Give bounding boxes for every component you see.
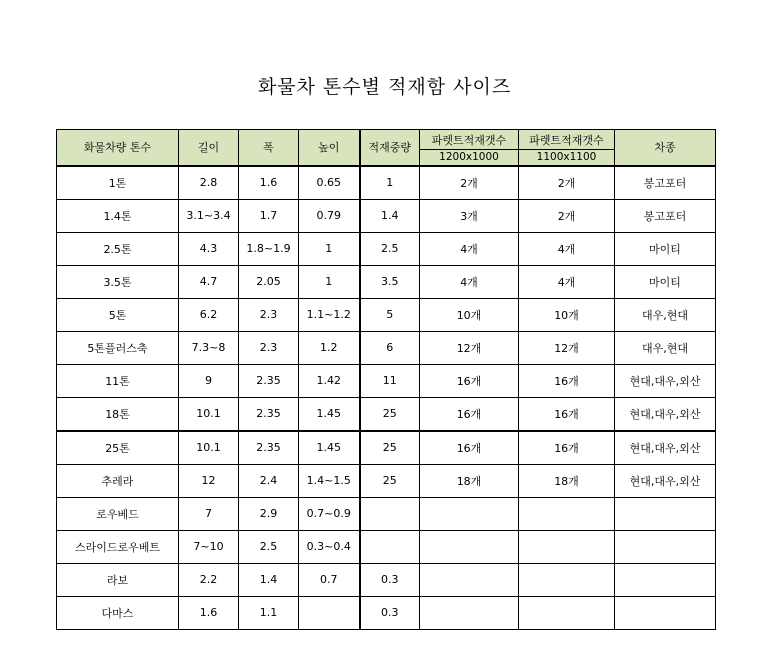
cell-pallet-b: 2개 <box>519 199 615 232</box>
cell-vehicle: 현대,대우,외산 <box>615 364 716 397</box>
truck-size-table <box>56 129 716 630</box>
cell-width: 2.3 <box>239 298 299 331</box>
cell-width: 1.6 <box>239 166 299 200</box>
cell-width: 2.35 <box>239 431 299 465</box>
cell-pallet-b: 10개 <box>519 298 615 331</box>
cell-load <box>360 497 420 530</box>
cell-height: 1.42 <box>299 364 360 397</box>
cell-vehicle <box>615 596 716 629</box>
cell-width: 2.4 <box>239 464 299 497</box>
table-row <box>57 464 716 497</box>
header-height: 높이 <box>299 130 360 166</box>
table-row <box>57 431 716 465</box>
cell-tonnage: 2.5톤 <box>57 232 179 265</box>
cell-pallet-a: 18개 <box>420 464 519 497</box>
cell-pallet-a: 10개 <box>420 298 519 331</box>
table-row <box>57 497 716 530</box>
cell-height: 0.7~0.9 <box>299 497 360 530</box>
cell-length: 7 <box>179 497 239 530</box>
cell-height: 1.1~1.2 <box>299 298 360 331</box>
cell-pallet-b: 12개 <box>519 331 615 364</box>
cell-pallet-a: 2개 <box>420 166 519 200</box>
cell-pallet-b <box>519 563 615 596</box>
cell-vehicle <box>615 497 716 530</box>
cell-width: 1.7 <box>239 199 299 232</box>
cell-tonnage: 18톤 <box>57 397 179 431</box>
cell-pallet-b <box>519 497 615 530</box>
cell-pallet-b <box>519 530 615 563</box>
cell-pallet-a: 16개 <box>420 397 519 431</box>
cell-height: 1.45 <box>299 431 360 465</box>
cell-load: 2.5 <box>360 232 420 265</box>
cell-load: 25 <box>360 464 420 497</box>
cell-length: 3.1~3.4 <box>179 199 239 232</box>
cell-load: 25 <box>360 431 420 465</box>
cell-height: 1.4~1.5 <box>299 464 360 497</box>
cell-load: 11 <box>360 364 420 397</box>
cell-height: 0.79 <box>299 199 360 232</box>
cell-vehicle <box>615 530 716 563</box>
cell-tonnage: 1.4톤 <box>57 199 179 232</box>
cell-height: 0.7 <box>299 563 360 596</box>
cell-pallet-a: 4개 <box>420 265 519 298</box>
cell-vehicle <box>615 563 716 596</box>
cell-load: 25 <box>360 397 420 431</box>
cell-length: 2.8 <box>179 166 239 200</box>
cell-tonnage: 스라이드로우베트 <box>57 530 179 563</box>
cell-length: 12 <box>179 464 239 497</box>
cell-pallet-b: 16개 <box>519 364 615 397</box>
cell-pallet-a: 4개 <box>420 232 519 265</box>
cell-tonnage: 11톤 <box>57 364 179 397</box>
cell-width: 2.3 <box>239 331 299 364</box>
table-row <box>57 596 716 629</box>
cell-tonnage: 1톤 <box>57 166 179 200</box>
header-tonnage: 화물차량 톤수 <box>57 130 179 166</box>
header-vehicle: 차종 <box>615 130 716 166</box>
cell-height: 0.3~0.4 <box>299 530 360 563</box>
cell-load: 3.5 <box>360 265 420 298</box>
cell-pallet-a: 16개 <box>420 364 519 397</box>
cell-width: 1.1 <box>239 596 299 629</box>
cell-tonnage: 25톤 <box>57 431 179 465</box>
cell-length: 7~10 <box>179 530 239 563</box>
cell-load: 6 <box>360 331 420 364</box>
cell-vehicle: 마이티 <box>615 265 716 298</box>
cell-pallet-a <box>420 497 519 530</box>
cell-length: 10.1 <box>179 397 239 431</box>
cell-height: 1.2 <box>299 331 360 364</box>
cell-length: 4.7 <box>179 265 239 298</box>
cell-length: 1.6 <box>179 596 239 629</box>
cell-pallet-a <box>420 530 519 563</box>
table-row <box>57 364 716 397</box>
table-row <box>57 331 716 364</box>
cell-vehicle: 마이티 <box>615 232 716 265</box>
table-row <box>57 199 716 232</box>
cell-pallet-b: 16개 <box>519 431 615 465</box>
cell-height: 1 <box>299 232 360 265</box>
cell-vehicle: 봉고포터 <box>615 199 716 232</box>
header-pallet-b-size: 1100x1100 <box>519 150 615 166</box>
cell-vehicle: 현대,대우,외산 <box>615 464 716 497</box>
cell-length: 4.3 <box>179 232 239 265</box>
cell-vehicle: 대우,현대 <box>615 298 716 331</box>
cell-load: 1 <box>360 166 420 200</box>
cell-load: 0.3 <box>360 596 420 629</box>
cell-tonnage: 라보 <box>57 563 179 596</box>
cell-load: 5 <box>360 298 420 331</box>
cell-load <box>360 530 420 563</box>
cell-pallet-b <box>519 596 615 629</box>
cell-pallet-a: 16개 <box>420 431 519 465</box>
cell-width: 1.8~1.9 <box>239 232 299 265</box>
cell-length: 6.2 <box>179 298 239 331</box>
cell-pallet-b: 4개 <box>519 232 615 265</box>
cell-width: 2.5 <box>239 530 299 563</box>
cell-pallet-a: 12개 <box>420 331 519 364</box>
cell-length: 2.2 <box>179 563 239 596</box>
cell-height: 1.45 <box>299 397 360 431</box>
cell-tonnage: 5톤 <box>57 298 179 331</box>
table-row <box>57 298 716 331</box>
header-pallet-a: 파렛트적재갯수 <box>420 130 519 150</box>
header-pallet-a-size: 1200x1000 <box>420 150 519 166</box>
cell-width: 2.05 <box>239 265 299 298</box>
cell-width: 2.35 <box>239 397 299 431</box>
header-load: 적재중량 <box>360 130 420 166</box>
cell-height: 0.65 <box>299 166 360 200</box>
cell-width: 1.4 <box>239 563 299 596</box>
cell-width: 2.9 <box>239 497 299 530</box>
cell-width: 2.35 <box>239 364 299 397</box>
cell-vehicle: 봉고포터 <box>615 166 716 200</box>
cell-height <box>299 596 360 629</box>
cell-tonnage: 3.5톤 <box>57 265 179 298</box>
cell-length: 10.1 <box>179 431 239 465</box>
cell-tonnage: 로우베드 <box>57 497 179 530</box>
header-width: 폭 <box>239 130 299 166</box>
cell-length: 9 <box>179 364 239 397</box>
cell-load: 0.3 <box>360 563 420 596</box>
table-row <box>57 265 716 298</box>
cell-tonnage: 5톤플러스축 <box>57 331 179 364</box>
table-row <box>57 232 716 265</box>
cell-height: 1 <box>299 265 360 298</box>
table-row <box>57 563 716 596</box>
cell-pallet-b: 16개 <box>519 397 615 431</box>
cell-load: 1.4 <box>360 199 420 232</box>
header-length: 길이 <box>179 130 239 166</box>
cell-pallet-a <box>420 563 519 596</box>
cell-tonnage: 추레라 <box>57 464 179 497</box>
cell-pallet-b: 4개 <box>519 265 615 298</box>
table-row <box>57 397 716 431</box>
header-pallet-b: 파렛트적재갯수 <box>519 130 615 150</box>
cell-vehicle: 대우,현대 <box>615 331 716 364</box>
cell-pallet-b: 2개 <box>519 166 615 200</box>
cell-tonnage: 다마스 <box>57 596 179 629</box>
table-body <box>57 166 716 630</box>
cell-pallet-b: 18개 <box>519 464 615 497</box>
cell-pallet-a: 3개 <box>420 199 519 232</box>
page-title: 화물차 톤수별 적재함 사이즈 <box>257 76 512 98</box>
table-row <box>57 530 716 563</box>
cell-vehicle: 현대,대우,외산 <box>615 431 716 465</box>
table-row <box>57 166 716 200</box>
cell-length: 7.3~8 <box>179 331 239 364</box>
cell-pallet-a <box>420 596 519 629</box>
cell-vehicle: 현대,대우,외산 <box>615 397 716 431</box>
